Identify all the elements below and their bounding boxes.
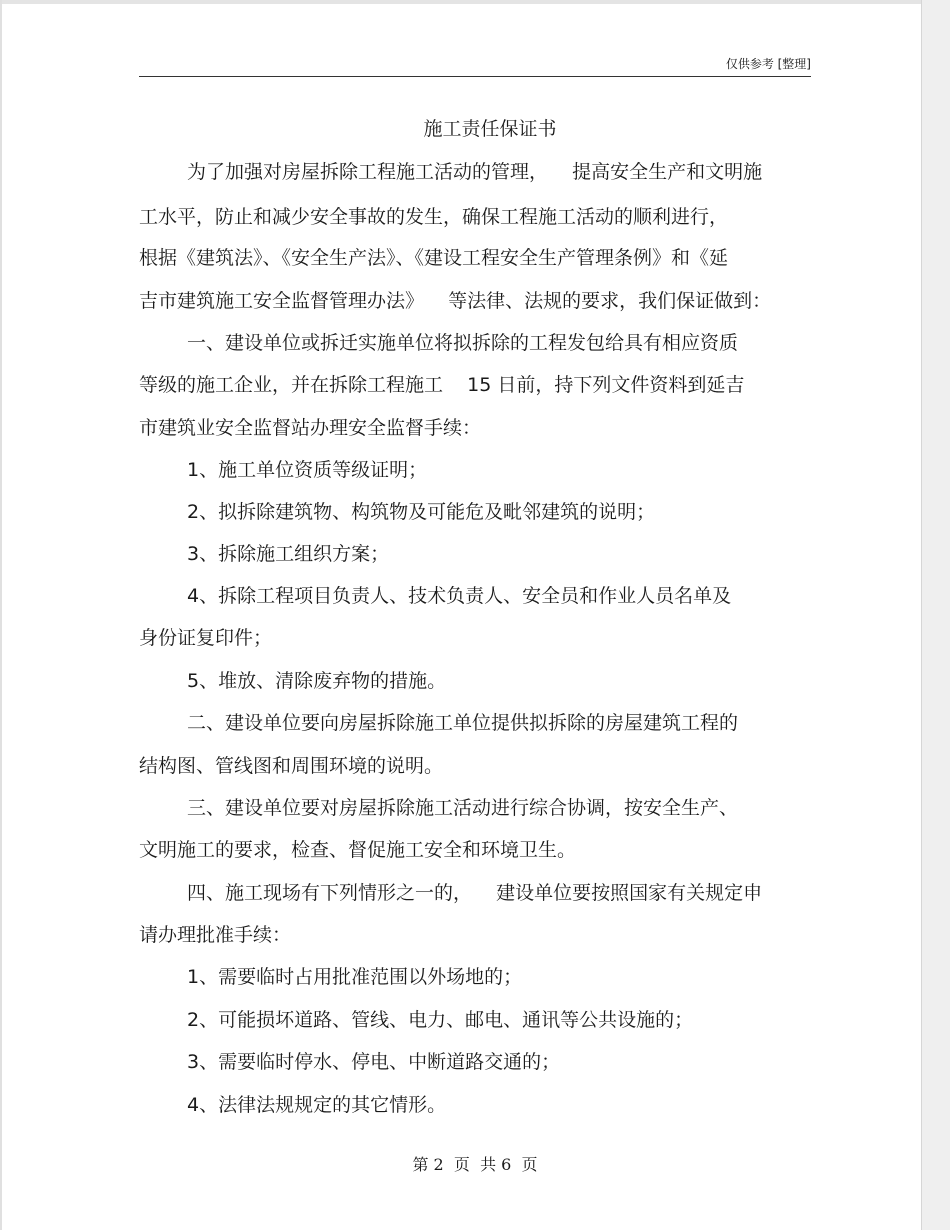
body-line: 请办理批准手续：	[139, 924, 292, 946]
page-left-edge	[0, 0, 2, 1230]
body-line: 根据《建筑法》、《安全生产法》、《建设工程安全生产管理条例》和《延	[139, 247, 729, 269]
page-top-edge	[0, 0, 950, 4]
body-line: 文明施工的要求，检查、督促施工安全和环境卫生。	[139, 839, 577, 861]
body-line: 三、建设单位要对房屋拆除施工活动进行综合协调，按安全生产、	[187, 797, 739, 819]
page-number: 第 2 页 共 6 页	[412, 1155, 538, 1174]
list-item: 4、拆除工程项目负责人、技术负责人、安全员和作业人员名单及	[187, 585, 732, 607]
list-item: 3、拆除施工组织方案；	[187, 543, 390, 565]
list-item: 2、可能损坏道路、管线、电力、邮电、通讯等公共设施的；	[187, 1009, 694, 1031]
body-line: 工水平，防止和减少安全事故的发生，确保工程施工活动的顺利进行，	[139, 206, 729, 228]
list-item: 2、拟拆除建筑物、构筑物及可能危及毗邻建筑的说明；	[187, 501, 656, 523]
body-line: 吉市建筑施工安全监督管理办法》 等法律、法规的要求，我们保证做到：	[139, 290, 772, 312]
header-note: 仅供参考 [整理]	[725, 57, 811, 71]
header-rule	[139, 76, 811, 77]
body-line: 市建筑业安全监督站办理安全监督手续：	[139, 417, 482, 439]
list-item: 4、法律法规规定的其它情形。	[187, 1094, 447, 1116]
list-item: 3、需要临时停水、停电、中断道路交通的；	[187, 1051, 561, 1073]
body-line: 一、建设单位或拆迁实施单位将拟拆除的工程发包给具有相应资质	[187, 332, 739, 354]
body-line: 为了加强对房屋拆除工程施工活动的管理， 提高安全生产和文明施	[187, 161, 763, 183]
page-right-edge	[921, 0, 950, 1230]
body-line: 身份证复印件；	[139, 627, 273, 649]
body-line: 二、建设单位要向房屋拆除施工单位提供拟拆除的房屋建筑工程的	[187, 712, 739, 734]
body-line: 等级的施工企业，并在拆除工程施工 15 日前，持下列文件资料到延吉	[139, 374, 745, 396]
list-item: 1、需要临时占用批准范围以外场地的；	[187, 966, 523, 988]
body-line: 结构图、管线图和周围环境的说明。	[139, 755, 444, 777]
document-title: 施工责任保证书	[423, 118, 557, 140]
list-item: 5、堆放、清除废弃物的措施。	[187, 670, 447, 692]
list-item: 1、施工单位资质等级证明；	[187, 459, 428, 481]
body-line: 四、施工现场有下列情形之一的， 建设单位要按照国家有关规定申	[187, 882, 763, 904]
